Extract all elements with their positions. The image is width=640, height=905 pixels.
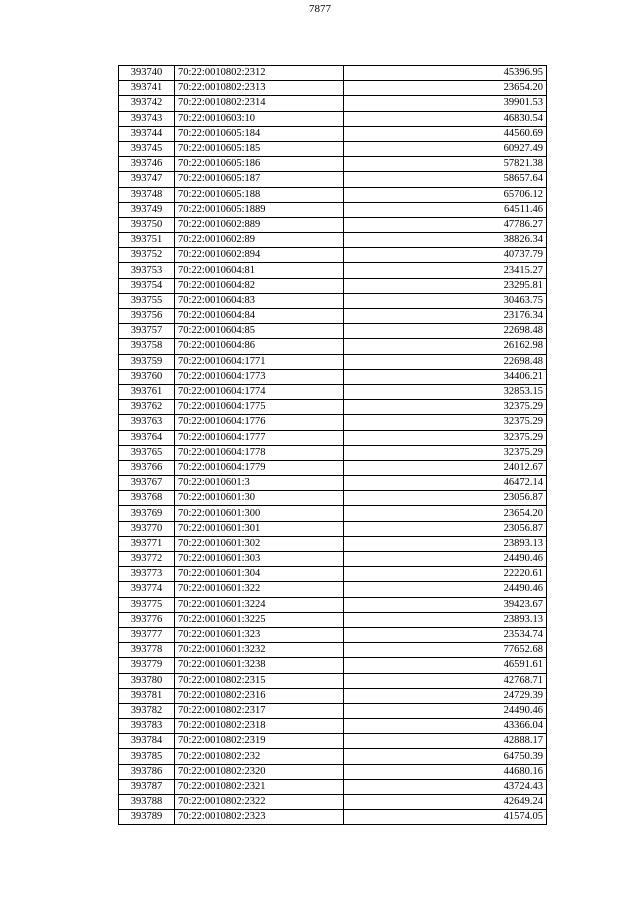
cadastral-number-cell: 70:22:0010604:85 bbox=[175, 324, 344, 339]
table-row bbox=[119, 795, 547, 810]
table-row bbox=[119, 111, 547, 126]
cadastral-number-cell: 70:22:0010604:84 bbox=[175, 309, 344, 324]
table-row bbox=[119, 719, 547, 734]
cadastral-number-cell: 70:22:0010601:3232 bbox=[175, 643, 344, 658]
cadastral-number-cell: 70:22:0010601:30 bbox=[175, 491, 344, 506]
table-row bbox=[119, 263, 547, 278]
cadastral-value-cell: 39423.67 bbox=[344, 597, 547, 612]
cadastral-number-cell: 70:22:0010604:86 bbox=[175, 339, 344, 354]
cadastral-number-cell: 70:22:0010605:184 bbox=[175, 126, 344, 141]
row-number-cell: 393767 bbox=[119, 476, 175, 491]
row-number-cell: 393759 bbox=[119, 354, 175, 369]
cadastral-number-cell: 70:22:0010604:1777 bbox=[175, 430, 344, 445]
cadastral-value-cell: 23176.34 bbox=[344, 309, 547, 324]
cadastral-number-cell: 70:22:0010802:2312 bbox=[175, 66, 344, 81]
row-number-cell: 393751 bbox=[119, 233, 175, 248]
cadastral-value-cell: 44560.69 bbox=[344, 126, 547, 141]
cadastral-number-cell: 70:22:0010802:2317 bbox=[175, 703, 344, 718]
table-row bbox=[119, 627, 547, 642]
cadastral-value-cell: 65706.12 bbox=[344, 187, 547, 202]
row-number-cell: 393783 bbox=[119, 719, 175, 734]
table-row bbox=[119, 703, 547, 718]
row-number-cell: 393761 bbox=[119, 384, 175, 399]
table-row bbox=[119, 688, 547, 703]
cadastral-number-cell: 70:22:0010605:185 bbox=[175, 141, 344, 156]
cadastral-number-cell: 70:22:0010604:1776 bbox=[175, 415, 344, 430]
cadastral-number-cell: 70:22:0010604:1771 bbox=[175, 354, 344, 369]
cadastral-value-cell: 23056.87 bbox=[344, 521, 547, 536]
cadastral-number-cell: 70:22:0010601:322 bbox=[175, 582, 344, 597]
cadastral-number-cell: 70:22:0010605:1889 bbox=[175, 202, 344, 217]
row-number-cell: 393769 bbox=[119, 506, 175, 521]
cadastral-value-cell: 23534.74 bbox=[344, 627, 547, 642]
cadastral-number-cell: 70:22:0010802:2323 bbox=[175, 810, 344, 825]
cadastral-number-cell: 70:22:0010802:2322 bbox=[175, 795, 344, 810]
cadastral-value-cell: 42649.24 bbox=[344, 795, 547, 810]
cadastral-number-cell: 70:22:0010605:188 bbox=[175, 187, 344, 202]
cadastral-value-cell: 60927.49 bbox=[344, 141, 547, 156]
cadastral-value-cell: 23893.13 bbox=[344, 612, 547, 627]
cadastral-value-cell: 24490.46 bbox=[344, 703, 547, 718]
cadastral-number-cell: 70:22:0010604:82 bbox=[175, 278, 344, 293]
table-row bbox=[119, 141, 547, 156]
cadastral-number-cell: 70:22:0010802:2314 bbox=[175, 96, 344, 111]
table-row bbox=[119, 202, 547, 217]
cadastral-number-cell: 70:22:0010604:1779 bbox=[175, 460, 344, 475]
cadastral-value-cell: 22698.48 bbox=[344, 354, 547, 369]
table-row bbox=[119, 400, 547, 415]
cadastral-number-cell: 70:22:0010602:89 bbox=[175, 233, 344, 248]
cadastral-value-cell: 23415.27 bbox=[344, 263, 547, 278]
row-number-cell: 393741 bbox=[119, 81, 175, 96]
page-number: 7877 bbox=[309, 3, 331, 15]
cadastral-number-cell: 70:22:0010601:300 bbox=[175, 506, 344, 521]
cadastral-number-cell: 70:22:0010601:3 bbox=[175, 476, 344, 491]
table-row bbox=[119, 126, 547, 141]
table-row bbox=[119, 293, 547, 308]
cadastral-value-cell: 42768.71 bbox=[344, 673, 547, 688]
table-row bbox=[119, 552, 547, 567]
cadastral-number-cell: 70:22:0010802:2313 bbox=[175, 81, 344, 96]
cadastral-number-cell: 70:22:0010601:323 bbox=[175, 627, 344, 642]
row-number-cell: 393744 bbox=[119, 126, 175, 141]
cadastral-value-cell: 23654.20 bbox=[344, 81, 547, 96]
row-number-cell: 393781 bbox=[119, 688, 175, 703]
table-body bbox=[119, 66, 547, 825]
table-row bbox=[119, 643, 547, 658]
table-row bbox=[119, 96, 547, 111]
table-row bbox=[119, 217, 547, 232]
cadastral-value-cell: 30463.75 bbox=[344, 293, 547, 308]
cadastral-value-cell: 42888.17 bbox=[344, 734, 547, 749]
cadastral-value-cell: 24490.46 bbox=[344, 552, 547, 567]
table-row bbox=[119, 339, 547, 354]
table-row bbox=[119, 658, 547, 673]
table-row bbox=[119, 309, 547, 324]
table-row bbox=[119, 324, 547, 339]
cadastral-value-cell: 58657.64 bbox=[344, 172, 547, 187]
row-number-cell: 393745 bbox=[119, 141, 175, 156]
row-number-cell: 393755 bbox=[119, 293, 175, 308]
table-row bbox=[119, 612, 547, 627]
cadastral-value-cell: 41574.05 bbox=[344, 810, 547, 825]
cadastral-value-cell: 43724.43 bbox=[344, 779, 547, 794]
table-row bbox=[119, 66, 547, 81]
cadastral-value-cell: 23893.13 bbox=[344, 536, 547, 551]
table-row bbox=[119, 248, 547, 263]
table-row bbox=[119, 187, 547, 202]
row-number-cell: 393753 bbox=[119, 263, 175, 278]
cadastral-value-cell: 32375.29 bbox=[344, 430, 547, 445]
cadastral-value-cell: 39901.53 bbox=[344, 96, 547, 111]
cadastral-number-cell: 70:22:0010605:187 bbox=[175, 172, 344, 187]
cadastral-value-table bbox=[118, 65, 547, 825]
cadastral-value-cell: 47786.27 bbox=[344, 217, 547, 232]
cadastral-number-cell: 70:22:0010604:1773 bbox=[175, 369, 344, 384]
table-row bbox=[119, 779, 547, 794]
cadastral-number-cell: 70:22:0010604:81 bbox=[175, 263, 344, 278]
cadastral-number-cell: 70:22:0010602:889 bbox=[175, 217, 344, 232]
table-row bbox=[119, 582, 547, 597]
row-number-cell: 393777 bbox=[119, 627, 175, 642]
cadastral-number-cell: 70:22:0010605:186 bbox=[175, 157, 344, 172]
cadastral-value-cell: 46591.61 bbox=[344, 658, 547, 673]
cadastral-value-cell: 46830.54 bbox=[344, 111, 547, 126]
table-row bbox=[119, 749, 547, 764]
cadastral-number-cell: 70:22:0010601:303 bbox=[175, 552, 344, 567]
row-number-cell: 393740 bbox=[119, 66, 175, 81]
cadastral-number-cell: 70:22:0010802:2321 bbox=[175, 779, 344, 794]
cadastral-value-cell: 46472.14 bbox=[344, 476, 547, 491]
cadastral-number-cell: 70:22:0010601:301 bbox=[175, 521, 344, 536]
row-number-cell: 393763 bbox=[119, 415, 175, 430]
cadastral-number-cell: 70:22:0010604:1775 bbox=[175, 400, 344, 415]
cadastral-value-cell: 23654.20 bbox=[344, 506, 547, 521]
cadastral-number-cell: 70:22:0010802:2316 bbox=[175, 688, 344, 703]
cadastral-value-cell: 45396.95 bbox=[344, 66, 547, 81]
row-number-cell: 393762 bbox=[119, 400, 175, 415]
cadastral-number-cell: 70:22:0010601:304 bbox=[175, 567, 344, 582]
table-row bbox=[119, 172, 547, 187]
table-row bbox=[119, 597, 547, 612]
row-number-cell: 393787 bbox=[119, 779, 175, 794]
table-row bbox=[119, 354, 547, 369]
cadastral-number-cell: 70:22:0010601:3238 bbox=[175, 658, 344, 673]
cadastral-value-cell: 44680.16 bbox=[344, 764, 547, 779]
cadastral-number-cell: 70:22:0010603:10 bbox=[175, 111, 344, 126]
cadastral-number-cell: 70:22:0010604:1774 bbox=[175, 384, 344, 399]
cadastral-value-cell: 22220.61 bbox=[344, 567, 547, 582]
row-number-cell: 393779 bbox=[119, 658, 175, 673]
row-number-cell: 393754 bbox=[119, 278, 175, 293]
table-row bbox=[119, 521, 547, 536]
row-number-cell: 393768 bbox=[119, 491, 175, 506]
table-row bbox=[119, 460, 547, 475]
row-number-cell: 393746 bbox=[119, 157, 175, 172]
row-number-cell: 393765 bbox=[119, 445, 175, 460]
row-number-cell: 393764 bbox=[119, 430, 175, 445]
row-number-cell: 393786 bbox=[119, 764, 175, 779]
cadastral-value-cell: 26162.98 bbox=[344, 339, 547, 354]
row-number-cell: 393773 bbox=[119, 567, 175, 582]
table-row bbox=[119, 369, 547, 384]
row-number-cell: 393742 bbox=[119, 96, 175, 111]
cadastral-value-cell: 32375.29 bbox=[344, 445, 547, 460]
table-row bbox=[119, 764, 547, 779]
cadastral-value-cell: 23295.81 bbox=[344, 278, 547, 293]
row-number-cell: 393758 bbox=[119, 339, 175, 354]
row-number-cell: 393752 bbox=[119, 248, 175, 263]
table-row bbox=[119, 673, 547, 688]
row-number-cell: 393766 bbox=[119, 460, 175, 475]
cadastral-value-cell: 24012.67 bbox=[344, 460, 547, 475]
row-number-cell: 393743 bbox=[119, 111, 175, 126]
row-number-cell: 393775 bbox=[119, 597, 175, 612]
row-number-cell: 393750 bbox=[119, 217, 175, 232]
cadastral-value-cell: 38826.34 bbox=[344, 233, 547, 248]
table-row bbox=[119, 278, 547, 293]
cadastral-value-cell: 22698.48 bbox=[344, 324, 547, 339]
table-row bbox=[119, 384, 547, 399]
table-row bbox=[119, 476, 547, 491]
row-number-cell: 393789 bbox=[119, 810, 175, 825]
cadastral-number-cell: 70:22:0010601:3225 bbox=[175, 612, 344, 627]
cadastral-number-cell: 70:22:0010601:3224 bbox=[175, 597, 344, 612]
cadastral-number-cell: 70:22:0010604:83 bbox=[175, 293, 344, 308]
cadastral-number-cell: 70:22:0010802:232 bbox=[175, 749, 344, 764]
row-number-cell: 393788 bbox=[119, 795, 175, 810]
row-number-cell: 393776 bbox=[119, 612, 175, 627]
table-row bbox=[119, 445, 547, 460]
cadastral-value-cell: 34406.21 bbox=[344, 369, 547, 384]
cadastral-number-cell: 70:22:0010602:894 bbox=[175, 248, 344, 263]
cadastral-number-cell: 70:22:0010802:2319 bbox=[175, 734, 344, 749]
cadastral-value-cell: 64511.46 bbox=[344, 202, 547, 217]
table-row bbox=[119, 810, 547, 825]
row-number-cell: 393778 bbox=[119, 643, 175, 658]
row-number-cell: 393770 bbox=[119, 521, 175, 536]
cadastral-value-cell: 32853.15 bbox=[344, 384, 547, 399]
table-row bbox=[119, 233, 547, 248]
row-number-cell: 393780 bbox=[119, 673, 175, 688]
table-row bbox=[119, 536, 547, 551]
table-row bbox=[119, 157, 547, 172]
row-number-cell: 393749 bbox=[119, 202, 175, 217]
row-number-cell: 393785 bbox=[119, 749, 175, 764]
table-row bbox=[119, 567, 547, 582]
row-number-cell: 393748 bbox=[119, 187, 175, 202]
cadastral-number-cell: 70:22:0010802:2320 bbox=[175, 764, 344, 779]
cadastral-value-cell: 40737.79 bbox=[344, 248, 547, 263]
cadastral-value-cell: 32375.29 bbox=[344, 400, 547, 415]
cadastral-value-cell: 64750.39 bbox=[344, 749, 547, 764]
table-row bbox=[119, 430, 547, 445]
table-row bbox=[119, 734, 547, 749]
row-number-cell: 393747 bbox=[119, 172, 175, 187]
table-row bbox=[119, 415, 547, 430]
row-number-cell: 393772 bbox=[119, 552, 175, 567]
cadastral-value-cell: 24490.46 bbox=[344, 582, 547, 597]
cadastral-number-cell: 70:22:0010802:2315 bbox=[175, 673, 344, 688]
row-number-cell: 393784 bbox=[119, 734, 175, 749]
row-number-cell: 393757 bbox=[119, 324, 175, 339]
cadastral-value-cell: 32375.29 bbox=[344, 415, 547, 430]
row-number-cell: 393756 bbox=[119, 309, 175, 324]
row-number-cell: 393760 bbox=[119, 369, 175, 384]
table-row bbox=[119, 506, 547, 521]
row-number-cell: 393771 bbox=[119, 536, 175, 551]
row-number-cell: 393782 bbox=[119, 703, 175, 718]
cadastral-value-cell: 23056.87 bbox=[344, 491, 547, 506]
table-row bbox=[119, 491, 547, 506]
cadastral-value-cell: 24729.39 bbox=[344, 688, 547, 703]
cadastral-value-cell: 57821.38 bbox=[344, 157, 547, 172]
cadastral-number-cell: 70:22:0010604:1778 bbox=[175, 445, 344, 460]
row-number-cell: 393774 bbox=[119, 582, 175, 597]
cadastral-number-cell: 70:22:0010802:2318 bbox=[175, 719, 344, 734]
cadastral-value-cell: 43366.04 bbox=[344, 719, 547, 734]
cadastral-number-cell: 70:22:0010601:302 bbox=[175, 536, 344, 551]
cadastral-value-cell: 77652.68 bbox=[344, 643, 547, 658]
table-row bbox=[119, 81, 547, 96]
